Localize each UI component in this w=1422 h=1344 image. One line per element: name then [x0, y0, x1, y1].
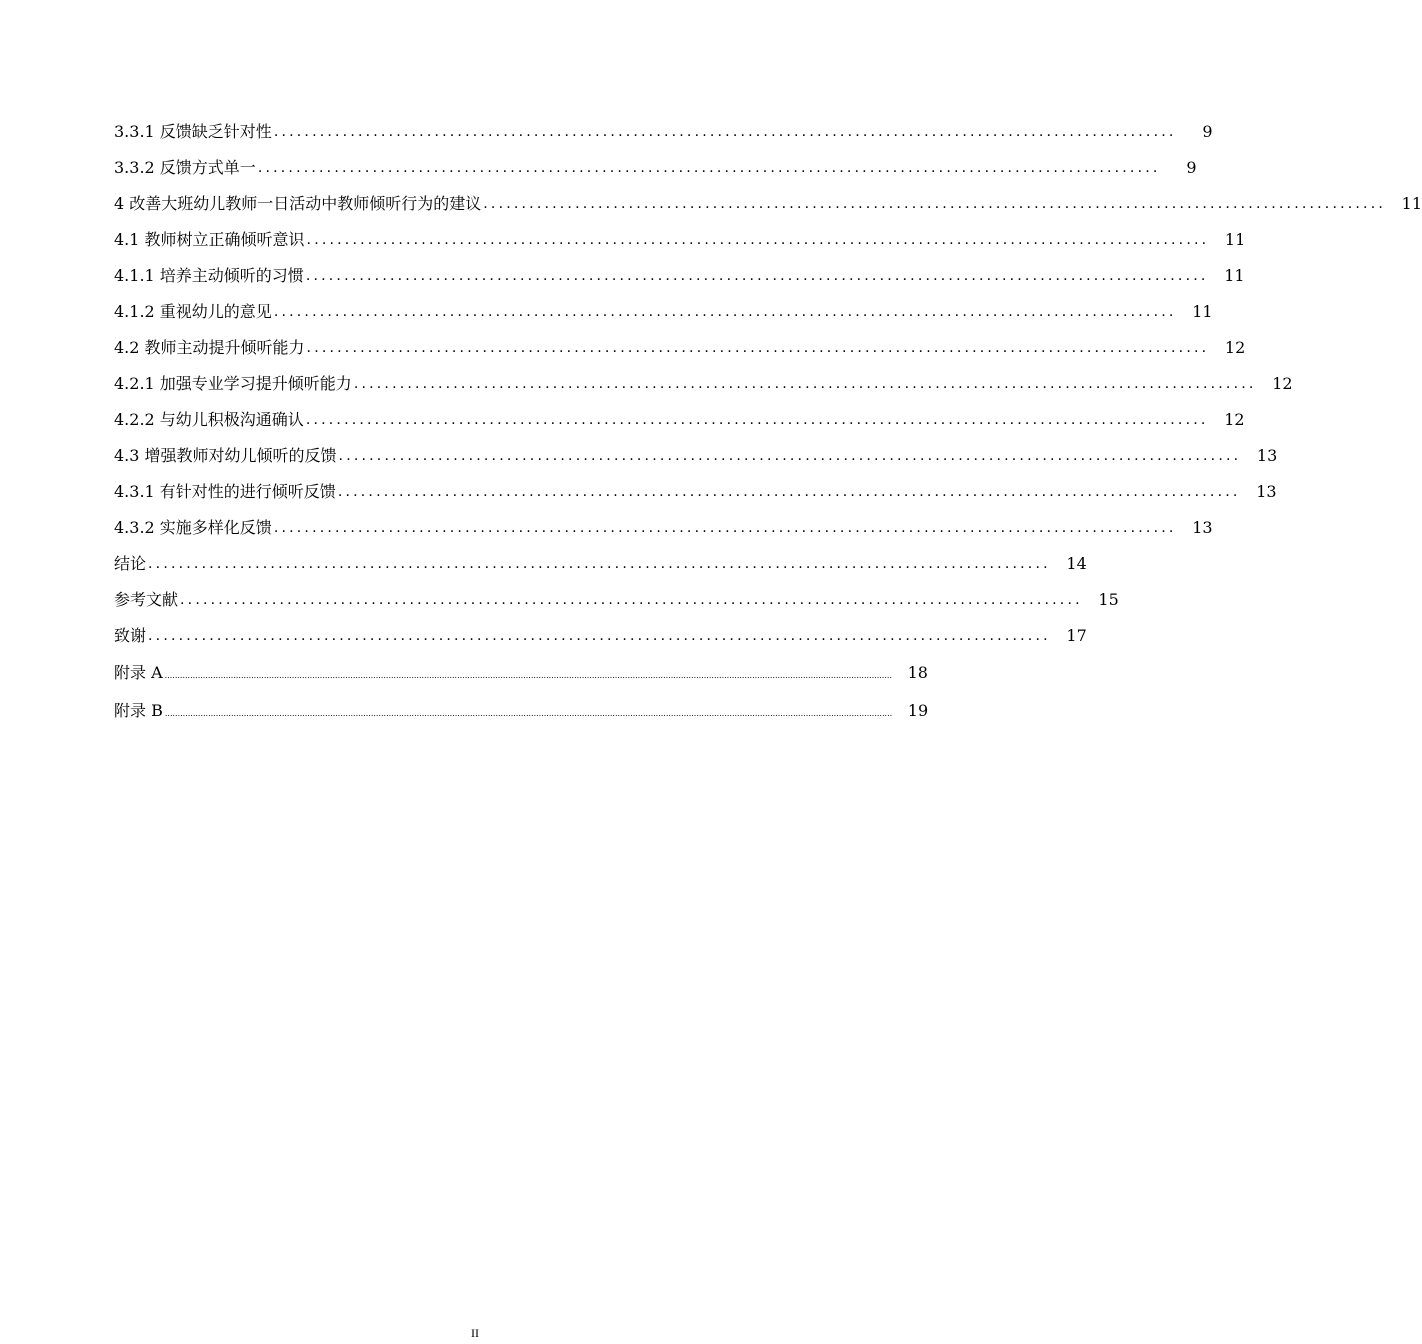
toc-leader-dots: ...................................................................................................................... [148, 628, 1051, 644]
toc-entry-title: 4.2 教师主动提升倾听能力 [114, 338, 305, 357]
toc-entry-title: 附录 B [114, 701, 163, 720]
toc-entry-page: 9 [1202, 122, 1213, 141]
toc-leader-dots: ...................................................................................................................... [338, 448, 1242, 464]
toc-entry-title: 4.3.2 实施多样化反馈 [114, 518, 272, 537]
toc-leader-dots: ...................................................................................................................... [180, 592, 1083, 608]
toc-leader-dots: ...................................................................................................................... [148, 556, 1051, 572]
toc-entry[interactable] [114, 186, 1422, 222]
toc-entry[interactable] [114, 618, 1087, 654]
toc-entry-page: 11 [1224, 230, 1246, 249]
toc-leader-dots: ...................................................................................................................... [353, 376, 1257, 392]
toc-entry-page: 15 [1098, 590, 1119, 609]
toc-entry-title: 4.1.1 培养主动倾听的习惯 [114, 266, 304, 285]
toc-leader-dots: ...................................................................................................................... [273, 304, 1177, 320]
toc-entry-page: 13 [1256, 446, 1278, 465]
toc-entry-page: 12 [1272, 374, 1293, 393]
toc-entry-page: 19 [907, 701, 929, 720]
toc-leader-dots: .............................................................................................................................................................................................................................................................................................. [164, 671, 892, 680]
toc-entry-title: 4.3 增强教师对幼儿倾听的反馈 [114, 446, 337, 465]
toc-entry-page: 11 [1224, 266, 1245, 285]
toc-entry[interactable] [114, 150, 1197, 186]
toc-leader-dots: ...................................................................................................................... [306, 340, 1210, 356]
toc-entry-page: 13 [1256, 482, 1277, 501]
toc-entry-page: 18 [907, 663, 928, 682]
page-number-footer: II [471, 1326, 479, 1340]
toc-entry[interactable] [114, 510, 1213, 546]
toc-entry-page: 13 [1192, 518, 1213, 537]
toc-entry[interactable] [114, 438, 1278, 474]
toc-entry-page: 12 [1224, 338, 1246, 357]
toc-entry-title: 4 改善大班幼儿教师一日活动中教师倾听行为的建议 [114, 194, 482, 213]
toc-entry[interactable] [114, 402, 1245, 438]
toc-leader-dots: ...................................................................................................................... [306, 232, 1210, 248]
toc-leader-dots: ...................................................................................................................... [305, 412, 1209, 428]
toc-entry[interactable] [114, 692, 929, 730]
toc-entry[interactable] [114, 654, 928, 692]
toc-leader-dots: ...................................................................................................................... [273, 124, 1177, 140]
table-of-contents [114, 114, 1422, 730]
toc-leader-dots: .............................................................................................................................................................................................................................................................................................. [164, 709, 893, 718]
toc-leader-dots: ...................................................................................................................... [337, 484, 1241, 500]
toc-entry-title: 参考文献 [114, 590, 179, 609]
toc-entry-title: 4.2.1 加强专业学习提升倾听能力 [114, 374, 352, 393]
toc-entry-title: 4.1 教师树立正确倾听意识 [114, 230, 305, 249]
toc-entry-title: 3.3.1 反馈缺乏针对性 [114, 122, 272, 141]
toc-entry[interactable] [114, 366, 1293, 402]
toc-entry-title: 结论 [114, 554, 147, 573]
toc-entry[interactable] [114, 258, 1245, 294]
toc-entry-title: 4.1.2 重视幼儿的意见 [114, 302, 272, 321]
toc-entry-title: 4.3.1 有针对性的进行倾听反馈 [114, 482, 336, 501]
toc-entry[interactable] [114, 222, 1246, 258]
toc-entry[interactable] [114, 546, 1087, 582]
toc-entry-title: 3.3.2 反馈方式单一 [114, 158, 256, 177]
toc-entry[interactable] [114, 114, 1213, 150]
toc-entry-title: 附录 A [114, 663, 163, 682]
toc-entry[interactable] [114, 474, 1277, 510]
toc-entry[interactable] [114, 294, 1213, 330]
toc-entry-page: 17 [1066, 626, 1087, 645]
toc-entry-page: 9 [1186, 158, 1197, 177]
toc-entry-page: 14 [1066, 554, 1087, 573]
toc-entry-title: 致谢 [114, 626, 147, 645]
toc-leader-dots: ...................................................................................................................... [273, 520, 1177, 536]
toc-leader-dots: ...................................................................................................................... [483, 196, 1387, 212]
toc-leader-dots: ...................................................................................................................... [257, 160, 1161, 176]
toc-entry[interactable] [114, 330, 1246, 366]
toc-entry[interactable] [114, 582, 1119, 618]
toc-entry-page: 11 [1192, 302, 1213, 321]
toc-leader-dots: ...................................................................................................................... [305, 268, 1209, 284]
toc-entry-page: 11 [1401, 194, 1422, 213]
toc-entry-page: 12 [1224, 410, 1245, 429]
toc-entry-title: 4.2.2 与幼儿积极沟通确认 [114, 410, 304, 429]
